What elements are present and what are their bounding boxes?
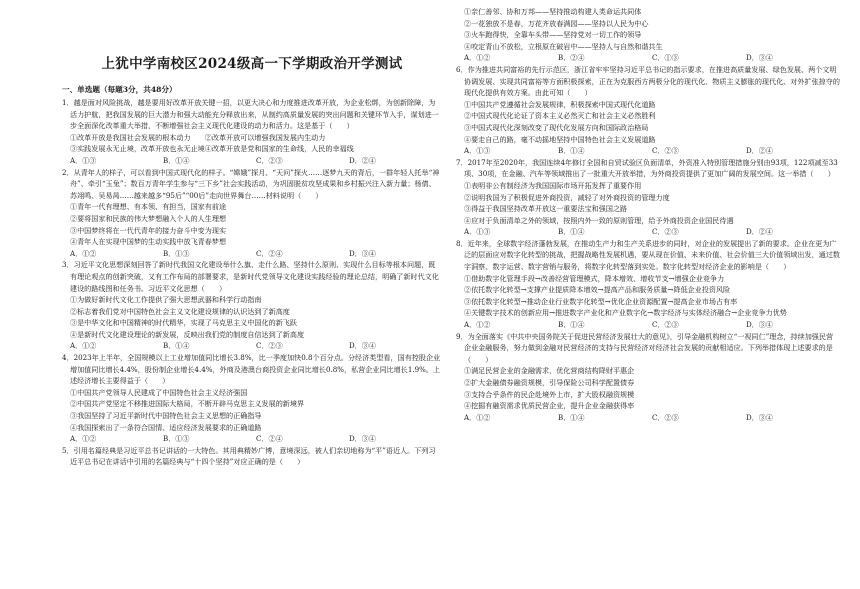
statement-option: ①改革开放是我国社会发展的根本动力 ②改革开放可以增强我国发展内生动力 xyxy=(70,132,326,142)
answer-choice[interactable]: A．①② xyxy=(464,412,491,422)
answer-choice[interactable]: C．②③ xyxy=(652,146,679,156)
statement-option: ③我国坚持了习近平新时代中国特色社会主义思想的正确指导 xyxy=(70,411,262,421)
answer-choice[interactable]: A．①② xyxy=(70,248,97,258)
answer-choice[interactable]: B．①④ xyxy=(558,320,585,330)
answer-choices xyxy=(62,248,442,260)
question-stem: 9．为全面落实《中共中央国务院关于促进民营经济发展壮大的意见》，引导金融机构树立“一视同仁”理念，持续加强民营企业金融服务，努力做到金融对民营经济的支持与民营经济对经济社会发展的贡献相适应。下列举措体现上述要求的是（ ） xyxy=(456,331,834,364)
answer-choice[interactable]: C．②③ xyxy=(256,155,283,165)
statement-option: ②中国共产党坚定不移推进国际大格局，不断开辟马克思主义发展的新境界 xyxy=(70,399,305,409)
statement-option: ③依托数字化转型→推动企业行业数字化转型→优化企业资源配置→提高企业市场占有率 xyxy=(464,296,738,306)
answer-choice[interactable]: B．①③ xyxy=(163,248,190,258)
statement-option: ④咬定青山不放松，立根原在破岩中——坚持人与自然和谐共生 xyxy=(464,41,663,51)
statement-option: ②说明我国为了积极促进外商投资，减轻了对外商投资的管理力度 xyxy=(464,192,670,202)
answer-choice[interactable]: D．③④ xyxy=(746,412,773,422)
statement-option: ④青年人在实现中国梦的生动实践中放飞青春梦想 xyxy=(70,237,227,247)
question xyxy=(456,6,840,64)
answer-choice[interactable]: A．①③ xyxy=(464,227,491,237)
answer-choice[interactable]: A．①② xyxy=(70,341,97,351)
right-column xyxy=(456,6,840,423)
statement-option: ③中国梦终将在一代代青年的接力奋斗中变为现实 xyxy=(70,225,227,235)
right-questions xyxy=(456,6,840,423)
answer-choice[interactable]: C．②③ xyxy=(652,320,679,330)
answer-choice[interactable]: C．②④ xyxy=(256,434,283,444)
question-stem: 6．作为推进共同富裕的先行示范区，浙江省牢牢坚持习近平总书记的指示要求，在推进高质量发展、绿色发展、两个文明协调发展、实现共同富裕等方面积极探索，正在为克服西方两极分化的现代化、物质主义膨胀的现代化、对外扩张掠夺的现代化提供有效方案。由此可知（ ） xyxy=(456,64,840,98)
answer-choice[interactable]: D．②④ xyxy=(746,227,773,237)
statement-option: ②中国式现代化论证了资本主义必然灭亡和社会主义必然胜利 xyxy=(464,111,656,121)
statement-option: ①满足民营企业的金融需求，优化营商结构降财平惠企 xyxy=(464,366,635,376)
answer-choice[interactable]: A．①③ xyxy=(464,146,491,156)
question xyxy=(62,167,442,260)
statement-option: ④关键数字技术的创新应用→推进数字产业化和产业数字化→数字经济与实体经济融合→企业竞争力优势 xyxy=(464,308,787,318)
statement-option: ①亲仁善邻、协和万邦——坚持推动构建人类命运共同体 xyxy=(464,7,642,16)
question-stem: 2．从青年人的样子，可以看到中国式现代化的样子。“嫦娥”探月、“天问”探火……逐梦九天的背后，一群年轻人托举“神舟”、牵引“玉兔”；数百万青年学生参与“三下乡”社会实践活动，为巩固脱贫攻坚成果和乡村振兴注入新力量；杨倩、苏翊鸣、吴易昺……越来越多“95后”“00后”走向世界舞台……材料说明（ ） xyxy=(62,167,440,200)
section-heading: 一、单选题（每题3分，共48分） xyxy=(62,85,177,94)
answer-choices xyxy=(456,412,840,424)
statement-option: ③支持合乎条件的民企赴境外上市，扩大股权融资规模 xyxy=(464,389,635,399)
question xyxy=(62,259,442,352)
answer-choice[interactable]: C．②③ xyxy=(652,227,679,237)
answer-choice[interactable]: B．①④ xyxy=(558,146,585,156)
statement-option: ②要将国家和民族的伟大梦想融入个人的人生理想 xyxy=(70,213,227,223)
left-column xyxy=(62,0,442,468)
answer-choices xyxy=(62,155,442,167)
statement-option: ④应对于负面清单之外的领域，按照内外一致的原则管理，给予外商投资企业国民待遇 xyxy=(464,215,734,225)
statement-option: ①中国共产党遵循社会发展规律，积极探索中国式现代化道路 xyxy=(464,99,656,109)
answer-choice[interactable]: C．①③ xyxy=(652,53,679,63)
question-stem: 8．近年来，全球数字经济蓬勃发展，在推动生产力和生产关系进步的同时，对企业的发展提出了新的要求。企业在更为广泛的层面应对数字化转型的挑战，把握战略性发展机遇，要从现在价值、未来价值、社会价值三大价值领域出发，通过数字洞察、数字运营、数字营销与服务，将数字化转型落到实处。数字化转型对经济企业的影响是（ ） xyxy=(456,238,840,272)
statement-option: ④要走自己的路，毫不动摇地坚持中国特色社会主义发展道路 xyxy=(464,134,656,144)
answer-choice[interactable]: C．②③ xyxy=(256,341,283,351)
statement-option: ③实践发展永无止境，改革开放也永无止境④改革开放是党和国家的生命线，人民的幸福线 xyxy=(70,144,354,154)
statement-option: ①表明非公有制经济为我国国际市场开拓发挥了重要作用 xyxy=(464,180,642,190)
answer-choice[interactable]: A．①② xyxy=(464,53,491,63)
question-stem: 5．引用名篇经典是习近平总书记讲话的一大特色。其用典精妙广博，意境深远，被人们亲切地称为“平”语近人。下列习近平总书记在讲话中引用的名篇经典与“十四个坚持”对应正确的是（ ） xyxy=(62,445,436,467)
answer-choice[interactable]: A．①② xyxy=(464,320,491,330)
statement-option: ①为做好新时代文化工作提供了强大思想武器和科学行动指南 xyxy=(70,295,262,305)
statement-option: ④挖掘有融资需求优质民营企业，提升企业金融获得率 xyxy=(464,401,635,411)
statement-option: ②一花独放不是春，万花齐放春满园——坚持以人民为中心 xyxy=(464,18,649,28)
question xyxy=(62,352,442,445)
question xyxy=(62,97,442,167)
statement-option: ③火车跑得快，全靠车头带——坚持党对一切工作的领导 xyxy=(464,30,642,40)
question-stem: 7．2017年至2020年，我国连续4年修订全国和自贸试验区负面清单，外资准入特别管理措施分别由93项，122项减至33项、30项，在金融、汽车等领域推出了一批重大开放举措，为外商投资提供了更加广阔的发展空间。这一举措（ ） xyxy=(456,157,838,179)
answer-choice[interactable]: D．③④ xyxy=(746,320,773,330)
question-stem: 1．越是面对风险挑战，越是要用好改革开放关键一招，以更大决心和力度推进改革开放，为企业松绑，为创新除障，为活力护航，把我国发展的巨大潜力和强大动能充分释放出来，从制约高质量发展的突出问题和关键环节入手，谋划进一步全面深化改革重大举措，不断增强社会主义现代化建设的动力和活力。这是基于（ ） xyxy=(62,98,439,131)
answer-choice[interactable]: B．①④ xyxy=(558,412,585,422)
answer-choices xyxy=(62,340,442,352)
statement-option: ③是中华文化和中国精神的时代精华，实现了马克思主义中国化的新飞跃 xyxy=(70,318,297,328)
answer-choices xyxy=(456,145,840,157)
answer-choice[interactable]: C．②④ xyxy=(256,248,283,258)
question xyxy=(62,445,442,468)
answer-choice[interactable]: A．①③ xyxy=(70,155,97,165)
answer-choice[interactable]: D．②④ xyxy=(746,146,773,156)
answer-choice[interactable]: B．①③ xyxy=(163,434,190,444)
statement-option: ③中国式现代化深刻改变了现代化发展方向和国际政治格局 xyxy=(464,122,649,132)
answer-choice[interactable]: D．③④ xyxy=(746,53,773,63)
answer-choice[interactable]: D．③④ xyxy=(349,248,376,258)
question xyxy=(456,64,840,157)
answer-choices xyxy=(456,52,840,64)
statement-option: ②依托数字化转型→支撑产业提质降本增效→提高产品和服务质量→降低企业投资风险 xyxy=(464,285,731,295)
question-stem: 4．2023年上半年，全国规模以上工业增加值同比增长3.8%，比一季度加快0.8个百分点。分经济类型看，国有控股企业增加值同比增长4.4%，股份制企业增长4.4%，外商及港澳台商投资企业同比增长0.8%，私营企业同比增长1.9%。上述经济增长主要得益于（ ） xyxy=(62,353,441,386)
question-stem: 3．习近平文化思想深刻回答了新时代我国文化建设举什么旗、走什么路、坚持什么原则、实现什么目标等根本问题，既有理论观点的创新突破，又有工作布局的部署要求，是新时代党领导文化建设实践经验的理论总结，明确了新时代文化建设的路线图和任务书。习近平文化思想（ ） xyxy=(62,260,439,293)
statement-option: ①中国共产党领导人民建成了中国特色社会主义经济强国 xyxy=(70,387,248,397)
answer-choice[interactable]: B．②④ xyxy=(558,53,585,63)
page-title: 上犹中学南校区2024级高一下学期政治开学测试 xyxy=(101,56,403,72)
left-questions xyxy=(62,97,442,468)
answer-choices xyxy=(62,433,442,445)
answer-choice[interactable]: B．①④ xyxy=(163,341,190,351)
statement-option: ④是新时代文化建设理论的新发展，反映出我们党的制度自信达到了新高度 xyxy=(70,329,305,339)
answer-choice[interactable]: C．②③ xyxy=(652,412,679,422)
statement-option: ①借助数字化管理手段→改善经营管理模式，降本增效、增收节支→增强企业竞争力 xyxy=(464,273,725,283)
question xyxy=(456,238,840,331)
answer-choice[interactable]: D．③④ xyxy=(349,341,376,351)
answer-choice[interactable]: A．①② xyxy=(70,434,97,444)
statement-option: ④我国探索出了一条符合国情、适应经济发展要求的正确道路 xyxy=(70,422,262,432)
answer-choices xyxy=(456,319,840,331)
answer-choice[interactable]: B．①④ xyxy=(558,227,585,237)
statement-option: ②标志着我们党对中国特色社会主义文化建设规律的认识达到了新高度 xyxy=(70,306,290,316)
answer-choice[interactable]: D．③④ xyxy=(349,434,376,444)
statement-option: ③得益于我国坚持改革开放这一重要法宝和强国之路 xyxy=(464,204,628,214)
question xyxy=(456,157,840,238)
question xyxy=(456,331,840,424)
answer-choices xyxy=(456,226,840,238)
answer-choice[interactable]: D．②④ xyxy=(349,155,376,165)
statement-option: ①青年一代有理想、有本领、有担当，国家有前途 xyxy=(70,202,227,212)
statement-option: ②扩大金融债券融资规模，引导保险公司科学配置债券 xyxy=(464,378,635,387)
answer-choice[interactable]: B．①④ xyxy=(163,155,190,165)
